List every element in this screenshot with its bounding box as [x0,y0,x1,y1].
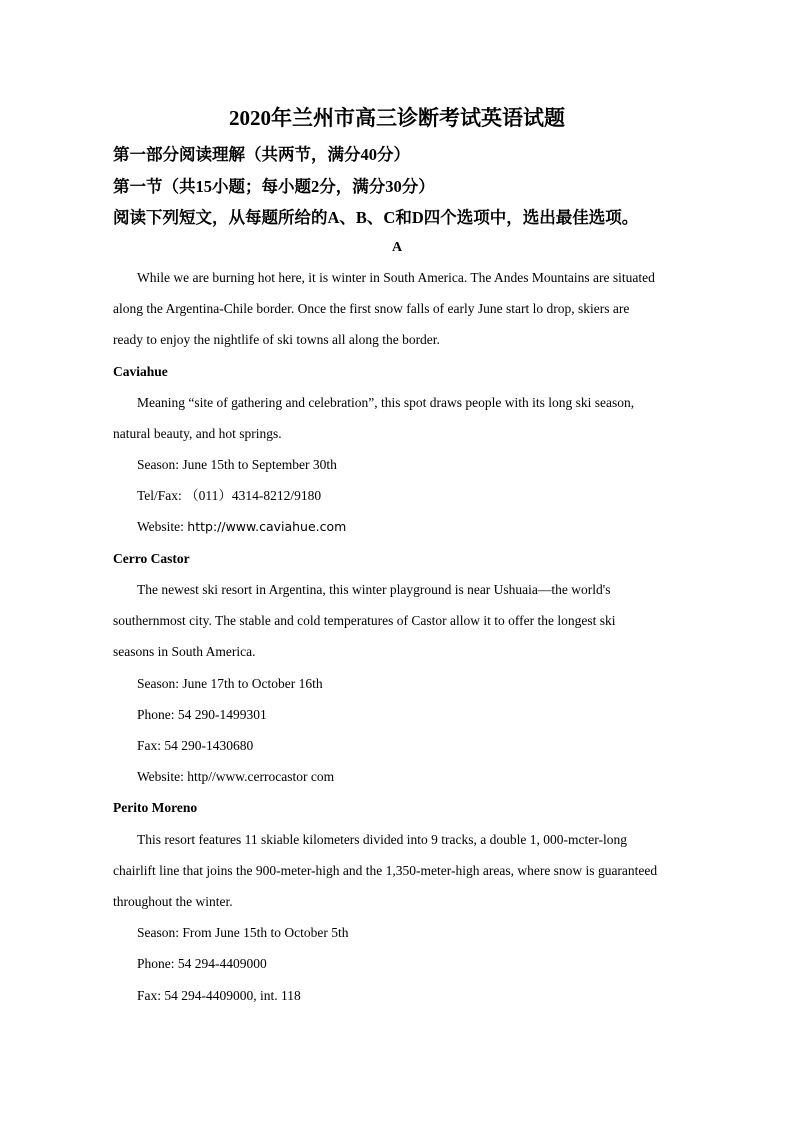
resort-desc-line: throughout the winter. [113,894,233,909]
resort-website [137,518,346,536]
resort-phone: Phone: 54 294-4409000 [137,956,267,971]
resort-desc-line: natural beauty, and hot springs. [113,426,282,441]
resort-desc-line: The newest ski resort in Argentina, this winter playground is near Ushuaia—the world's [137,582,611,597]
resort-telfax: Tel/Fax: （011）4314-8212/9180 [137,488,322,503]
part-heading: 第一部分阅读理解（共两节，满分40分） [113,145,410,164]
resort-fax: Fax: 54 290-1430680 [137,738,254,753]
resort-season: Season: June 17th to October 16th [137,676,323,691]
page-title: 2020年兰州市高三诊断考试英语试题 [229,106,565,130]
website-label: Website: [137,519,188,534]
resort-name-cerro-castor: Cerro Castor [113,551,190,566]
resort-season: Season: From June 15th to October 5th [137,925,349,940]
resort-desc-line: seasons in South America. [113,644,256,659]
resort-phone: Phone: 54 290-1499301 [137,707,267,722]
resort-season: Season: June 15th to September 30th [137,457,337,472]
resort-name-caviahue: Caviahue [113,364,168,379]
resort-desc-line: chairlift line that joins the 900-meter-high and the 1,350-meter-high areas, where snow is guaranteed [113,863,658,878]
resort-desc-line: This resort features 11 skiable kilometers divided into 9 tracks, a double 1, 000-mcter-long [137,832,627,847]
intro-line: along the Argentina-Chile border. Once the first snow falls of early June start lo drop, skiers are [113,301,630,316]
resort-website: Website: http//www.cerrocastor com [137,769,335,784]
section-heading: 第一节（共15小题；每小题2分，满分30分） [113,177,435,196]
instructions: 阅读下列短文，从每题所给的A、B、C和D四个选项中，选出最佳选项。 [113,208,639,227]
passage-letter: A [391,240,403,255]
intro-line: While we are burning hot here, it is winter in South America. The Andes Mountains are situated [137,270,655,285]
resort-fax: Fax: 54 294-4409000, int. 118 [137,988,301,1003]
resort-desc-line: southernmost city. The stable and cold temperatures of Castor allow it to offer the longest ski [113,613,616,628]
resort-name-perito-moreno: Perito Moreno [113,800,198,815]
website-url: http://www.caviahue.com [187,519,347,534]
intro-line: ready to enjoy the nightlife of ski towns all along the border. [113,332,440,347]
resort-desc-line: Meaning “site of gathering and celebration”, this spot draws people with its long ski season, [137,395,635,410]
